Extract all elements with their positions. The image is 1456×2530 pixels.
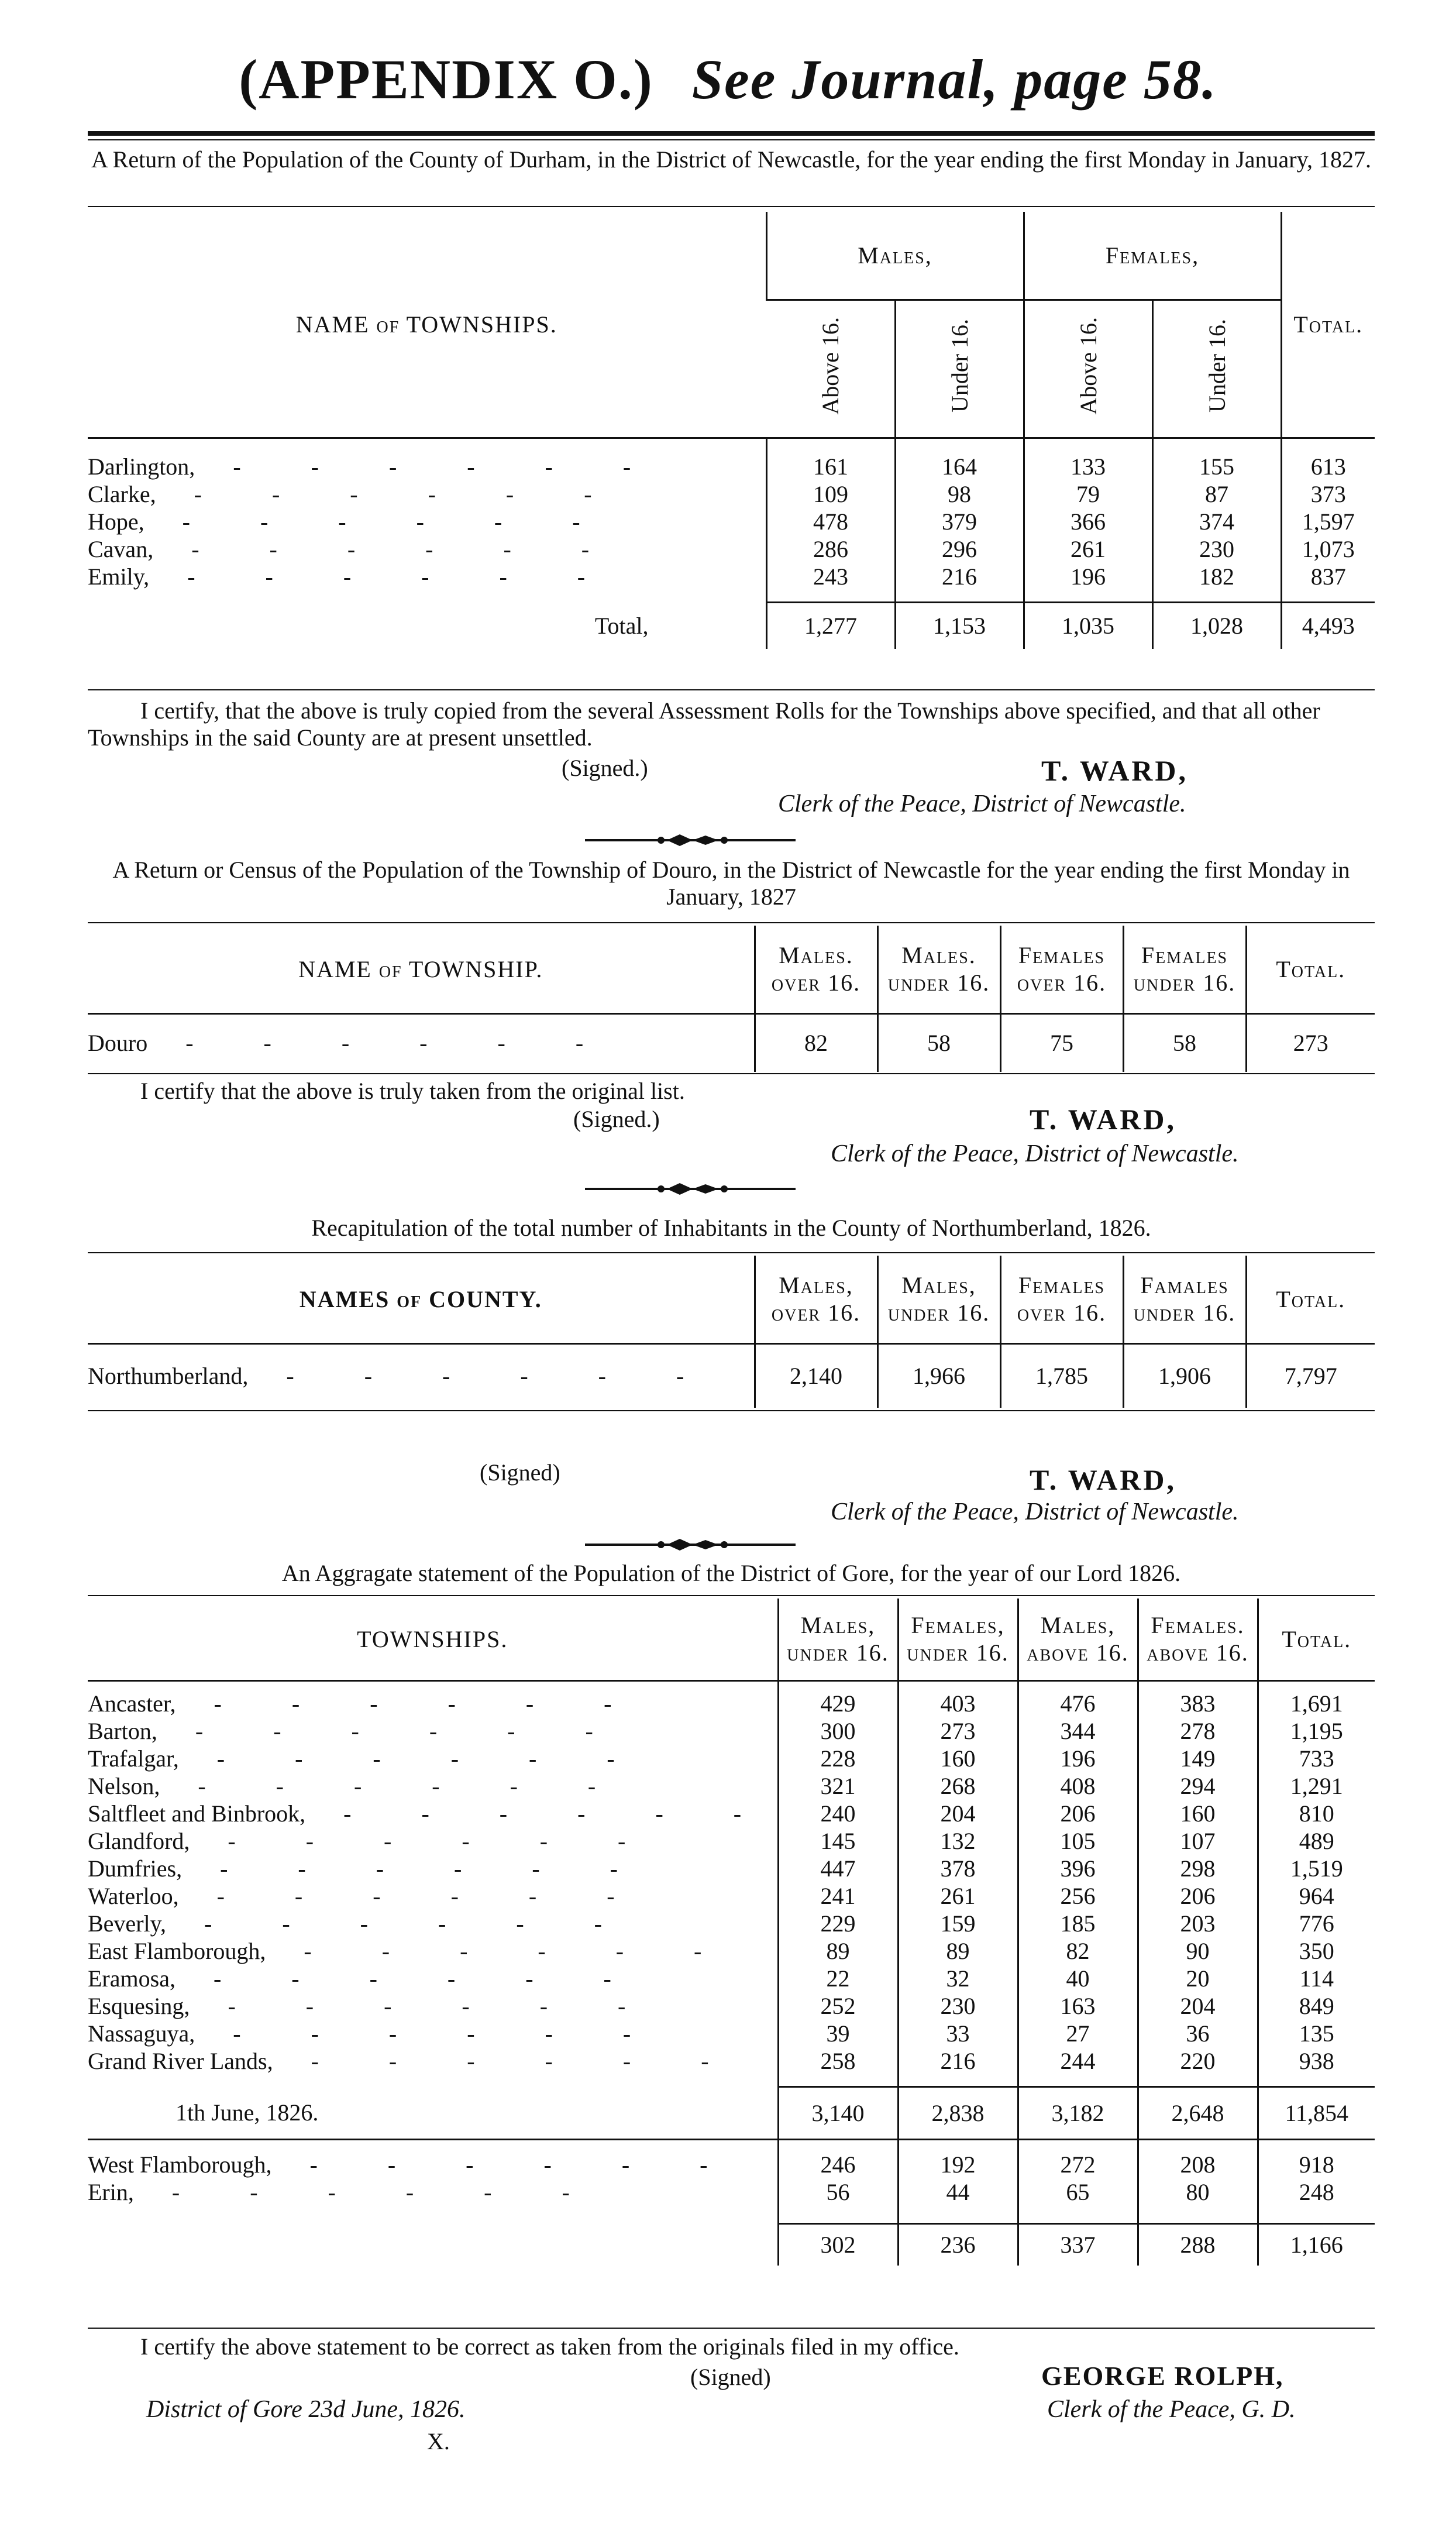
table-row: Trafalgar, - - - - - - 228 160 196 149 733	[88, 1745, 1375, 1772]
leader-dashes: - - - - - -	[153, 536, 622, 562]
heading-rule	[88, 131, 1375, 136]
appendix-heading	[0, 47, 1456, 112]
table-row: Grand River Lands, - - - - - - 258 216 244 220 938	[88, 2047, 1375, 2075]
gore-totals-row: 302 236 337 288 1,166	[88, 2223, 1375, 2266]
durham-col-name: NAME of TOWNSHIPS.	[88, 212, 766, 438]
durham-title: A Return of the Population of the County of Durham, in the District of Newcastle, for the year ending the first Monday in January, 1827.	[91, 146, 1372, 173]
leader-dashes: - - - - - -	[166, 1910, 634, 1937]
leader-dashes: - - - - - -	[182, 1855, 650, 1882]
table-row: Ancaster, - - - - - - 429 403 476 383 1,691	[88, 1690, 1375, 1717]
leader-dashes: - - - - - -	[156, 481, 624, 507]
northumberland-signer-title: Clerk of the Peace, District of Newcastle.	[831, 1498, 1239, 1525]
leader-dashes: - - - - - -	[190, 1993, 658, 2019]
section-ornament	[585, 833, 796, 847]
heading-rule-thin	[88, 139, 1375, 140]
leader-dashes: - - - - - -	[160, 1773, 628, 1799]
durham-certificate: I certify, that the above is truly copied from the several Assessment Rolls for the Townships above specified, and that all other Townships in the said County are at present unsettled.	[88, 697, 1320, 751]
leader-dashes: - - - - - -	[248, 1363, 717, 1390]
gore-certificate: I certify the above statement to be correct as taken from the originals filed in my office.	[140, 2333, 959, 2360]
douro-title: A Return or Census of the Population of the Township of Douro, in the District of Newcastle for the year ending the first Monday in January, 1827	[112, 857, 1350, 910]
table-row: Esquesing, - - - - - - 252 230 163 204 849	[88, 1992, 1375, 2020]
douro-signer: T. WARD,	[1030, 1103, 1177, 1136]
douro-header-females-over16: Females over 16.	[1000, 926, 1123, 1013]
durham-table	[88, 212, 1375, 649]
northumberland-bottom-rule	[88, 1410, 1375, 1411]
gore-place-date: District of Gore 23d June, 1826.	[146, 2396, 466, 2423]
appendix-label: (APPENDIX O.)	[239, 48, 653, 111]
leader-dashes: - - - - - -	[190, 1828, 658, 1854]
leader-dashes: - - - - - -	[271, 2151, 740, 2178]
table-row: Saltfleet and Binbrook, - - - - - - 240 204 206 160 810	[88, 1800, 1375, 1827]
table-row: Eramosa, - - - - - - 22 32 40 20 114	[88, 1965, 1375, 1992]
douro-certificate: I certify that the above is truly taken from the original list.	[140, 1078, 685, 1104]
table-row: Barton, - - - - - - 300 273 344 278 1,195	[88, 1717, 1375, 1745]
durham-totals-row: Total, 1,277 1,153 1,035 1,028 4,493	[88, 602, 1375, 649]
leader-dashes: - - - - - -	[178, 1883, 647, 1909]
table-row: Northumberland, - - - - - - 2,140 1,966 1,785 1,906 7,797	[88, 1343, 1375, 1408]
durham-females-header: Females,	[1024, 212, 1281, 300]
gore-subtotal-row: 1th June, 1826. 3,140 2,838 3,182 2,648 11,854	[88, 2086, 1375, 2139]
leader-dashes: - - - - - -	[195, 453, 663, 480]
northumberland-header-males-under16: Males, under 16.	[877, 1256, 1000, 1343]
page-mark: X.	[427, 2428, 450, 2455]
douro-header-males-under16: Males. under 16.	[877, 926, 1000, 1013]
gore-signer-title: Clerk of the Peace, G. D.	[1047, 2396, 1296, 2423]
gore-signed: (Signed)	[690, 2364, 771, 2390]
leader-dashes: - - - - - -	[305, 1800, 774, 1827]
northumberland-header-total: Total.	[1246, 1256, 1375, 1343]
northumberland-top-rule	[88, 1252, 1375, 1253]
table-row: Cavan, - - - - - - 286 296 261 230 1,073	[88, 535, 1375, 563]
durham-signer-title: Clerk of the Peace, District of Newcastle.	[778, 790, 1186, 817]
table-row: Nassaguya, - - - - - - 39 33 27 36 135	[88, 2020, 1375, 2047]
durham-females-under16: Under 16.	[1152, 300, 1281, 438]
table-row: Erin, - - - - - - 56 44 65 80 248	[88, 2178, 1375, 2206]
leader-dashes: - - - - - -	[175, 1690, 644, 1717]
douro-header-males-over16: Males. over 16.	[755, 926, 877, 1013]
gore-title: An Aggragate statement of the Population of the District of Gore, for the year of our Lord 1826.	[281, 1560, 1181, 1586]
gore-header-males-under16: Males, under 16.	[778, 1599, 898, 1680]
northumberland-col-name: NAMES of COUNTY.	[88, 1256, 755, 1343]
leader-dashes: - - - - - -	[273, 2048, 741, 2074]
gore-bottom-rule	[88, 2328, 1375, 2329]
northumberland-signer: T. WARD,	[1030, 1463, 1177, 1496]
douro-header-total: Total.	[1246, 926, 1375, 1013]
leader-dashes: - - - - - -	[195, 2020, 663, 2047]
douro-signer-title: Clerk of the Peace, District of Newcastle.	[831, 1140, 1239, 1167]
leader-dashes: - - - - - -	[157, 1718, 625, 1744]
table-row: Dumfries, - - - - - - 447 378 396 298 1,519	[88, 1855, 1375, 1882]
section-ornament	[585, 1182, 796, 1196]
leader-dashes: - - - - - -	[147, 1030, 616, 1057]
gore-header-total: Total.	[1258, 1599, 1375, 1680]
table-row: Nelson, - - - - - - 321 268 408 294 1,291	[88, 1772, 1375, 1800]
douro-table	[88, 926, 1375, 1072]
gore-header-females-under16: Females, under 16.	[898, 1599, 1018, 1680]
leader-dashes: - - - - - -	[266, 1938, 734, 1964]
durham-males-above16: Above 16.	[766, 300, 895, 438]
table-row: East Flamborough, - - - - - - 89 89 82 90 350	[88, 1937, 1375, 1965]
table-row: West Flamborough, - - - - - - 246 192 272 208 918	[88, 2151, 1375, 2178]
northumberland-header-males-over16: Males, over 16.	[755, 1256, 877, 1343]
gore-header-males-above16: Males, above 16.	[1018, 1599, 1138, 1680]
douro-header-females-under16: Females under 16.	[1123, 926, 1246, 1013]
table-row: Clarke, - - - - - - 109 98 79 87 373	[88, 480, 1375, 508]
journal-reference: See Journal, page 58.	[691, 48, 1217, 111]
table-row: Darlington, - - - - - - 161 164 133 155 613	[88, 453, 1375, 480]
table-row: Glandford, - - - - - - 145 132 105 107 489	[88, 1827, 1375, 1855]
table-row: Hope, - - - - - - 478 379 366 374 1,597	[88, 508, 1375, 535]
douro-top-rule	[88, 922, 1375, 923]
table-row: Douro - - - - - - 82 58 75 58 273	[88, 1013, 1375, 1072]
durham-signer: T. WARD,	[1041, 754, 1189, 787]
gore-col-name: TOWNSHIPS.	[88, 1599, 778, 1680]
northumberland-header-females-over16: Females over 16.	[1000, 1256, 1123, 1343]
leader-dashes: - - - - - -	[175, 1965, 643, 1992]
northumberland-table	[88, 1256, 1375, 1408]
douro-bottom-rule	[88, 1073, 1375, 1074]
table-row: Beverly, - - - - - - 229 159 185 203 776	[88, 1910, 1375, 1937]
douro-col-name: NAME of TOWNSHIP.	[88, 926, 755, 1013]
durham-top-rule	[88, 206, 1375, 207]
table-row: Emily, - - - - - - 243 216 196 182 837	[88, 563, 1375, 590]
durham-total-header: Total.	[1281, 212, 1375, 438]
leader-dashes: - - - - - -	[144, 508, 612, 535]
gore-signer: GEORGE ROLPH,	[1041, 2361, 1284, 2391]
durham-bottom-rule	[88, 689, 1375, 690]
northumberland-signed: (Signed)	[480, 1459, 560, 1486]
leader-dashes: - - - - - -	[178, 1745, 647, 1772]
leader-dashes: - - - - - -	[149, 563, 618, 590]
section-ornament	[585, 1538, 796, 1552]
durham-males-under16: Under 16.	[895, 300, 1024, 438]
gore-table	[88, 1599, 1375, 2266]
gore-header-females-above16: Females. above 16.	[1138, 1599, 1258, 1680]
northumberland-header-females-under16: Famales under 16.	[1123, 1256, 1246, 1343]
leader-dashes: - - - - - -	[133, 2179, 602, 2205]
northumberland-title: Recapitulation of the total number of Inhabitants in the County of Northumberland, 1826.	[311, 1215, 1151, 1241]
durham-males-header: Males,	[766, 212, 1024, 300]
durham-signed: (Signed.)	[562, 755, 648, 781]
table-row: Waterloo, - - - - - - 241 261 256 206 964	[88, 1882, 1375, 1910]
gore-top-rule	[88, 1595, 1375, 1596]
douro-signed: (Signed.)	[573, 1106, 660, 1132]
durham-females-above16: Above 16.	[1024, 300, 1152, 438]
